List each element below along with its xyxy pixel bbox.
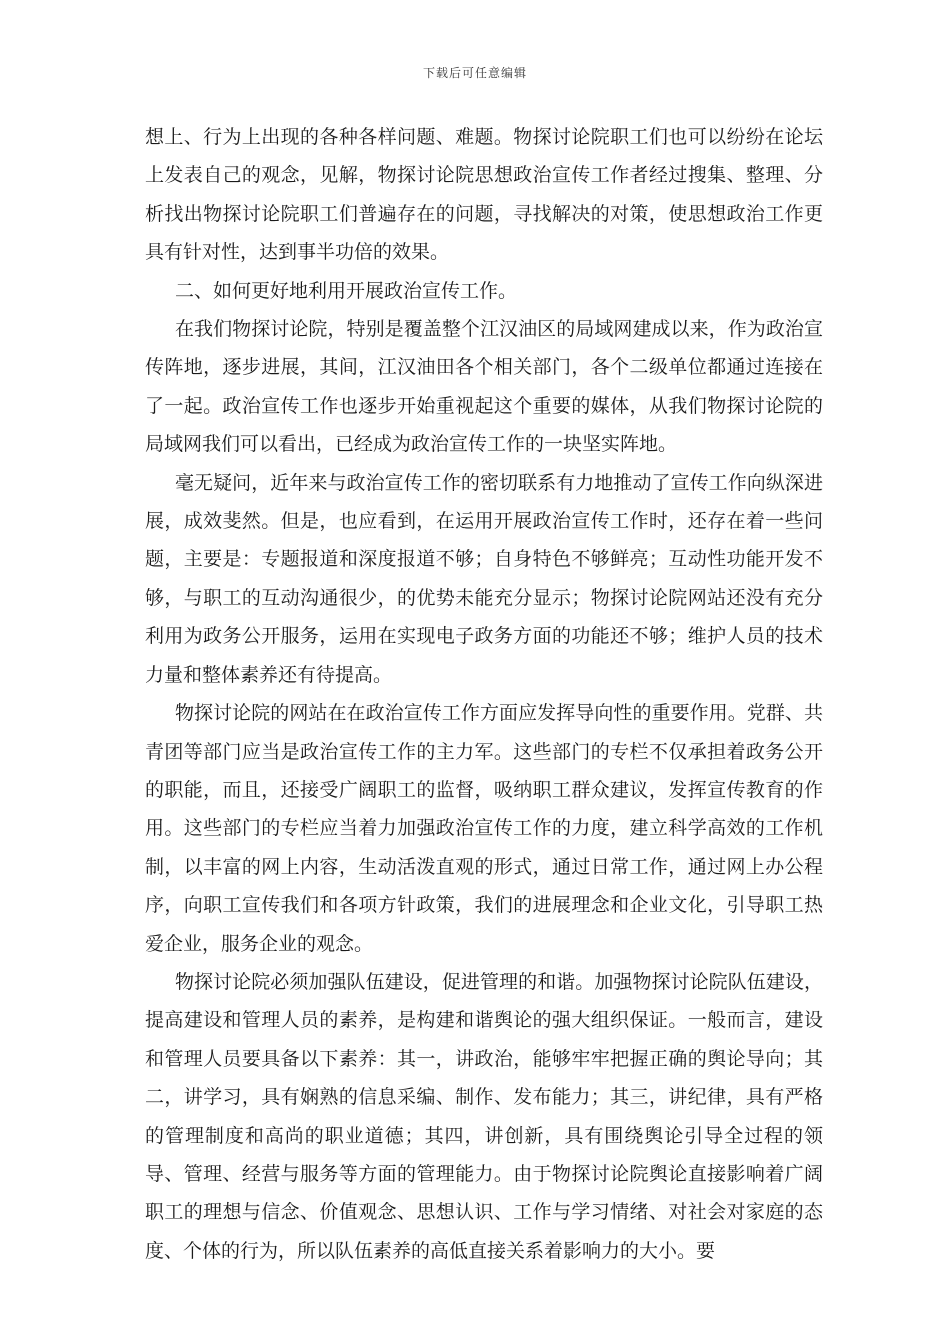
download-note: 下载后可任意编辑	[422, 66, 527, 80]
paragraph: 物探讨论院的网站在在政治宣传工作方面应发挥导向性的重要作用。党群、共青团等部门应当是政治宣传工作的主力军。这些部门的专栏不仅承担着政务公开的职能，而且，还接受广阔职工的监督，吸纳职工群众建议，发挥宣传教育的作用。这些部门的专栏应当着力加强政治宣传工作的力度，建立科学高效的工作机制，以丰富的网上内容，生动活泼直观的形式，通过日常工作，通过网上办公程序，向职工宣传我们和各项方针政策，我们的进展理念和企业文化，引导职工热爱企业，服务企业的观念。	[145, 702, 823, 955]
paragraph: 在我们物探讨论院，特别是覆盖整个江汉油区的局域网建成以来，作为政治宣传阵地，逐步进展，其间，江汉油田各个相关部门，各个二级单位都通过连接在了一起。政治宣传工作也逐步开始重视起这个重要的媒体，从我们物探讨论院的局域网我们可以看出，已经成为政治宣传工作的一块坚实阵地。	[145, 318, 823, 456]
section-heading: 二、如何更好地利用开展政治宣传工作。	[175, 279, 518, 302]
paragraph: 毫无疑问，近年来与政治宣传工作的密切联系有力地推动了宣传工作向纵深进展，成效斐然。但是，也应看到，在运用开展政治宣传工作时，还存在着一些问题，主要是：专题报道和深度报道不够；自身特色不够鲜亮；互动性功能开发不够，与职工的互动沟通很少，的优势未能充分显示；物探讨论院网站还没有充分利用为政务公开服务，运用在实现电子政务方面的功能还不够；维护人员的技术力量和整体素养还有待提高。	[145, 471, 823, 686]
document-body	[145, 118, 823, 1270]
paragraph-continued: 想上、行为上出现的各种各样问题、难题。物探讨论院职工们也可以纷纷在论坛上发表自己的观念，见解，物探讨论院思想政治宣传工作者经过搜集、整理、分析找出物探讨论院职工们普遍存在的问题，寻找解决的对策，使思想政治工作更具有针对性，达到事半功倍的效果。	[145, 126, 823, 264]
paragraph: 物探讨论院必须加强队伍建设，促进管理的和谐。加强物探讨论院队伍建设，提高建设和管理人员的素养，是构建和谐舆论的强大组织保证。一般而言，建设和管理人员要具备以下素养：其一，讲政治，能够牢牢把握正确的舆论导向；其二，讲学习，具有娴熟的信息采编、制作、发布能力；其三，讲纪律，具有严格的管理制度和高尚的职业道德；其四，讲创新，具有围绕舆论引导全过程的领导、管理、经营与服务等方面的管理能力。由于物探讨论院舆论直接影响着广阔职工的理想与信念、价值观念、思想认识、工作与学习情绪、对社会对家庭的态度、个体的行为，所以队伍素养的高低直接关系着影响力的大小。要	[145, 970, 823, 1262]
